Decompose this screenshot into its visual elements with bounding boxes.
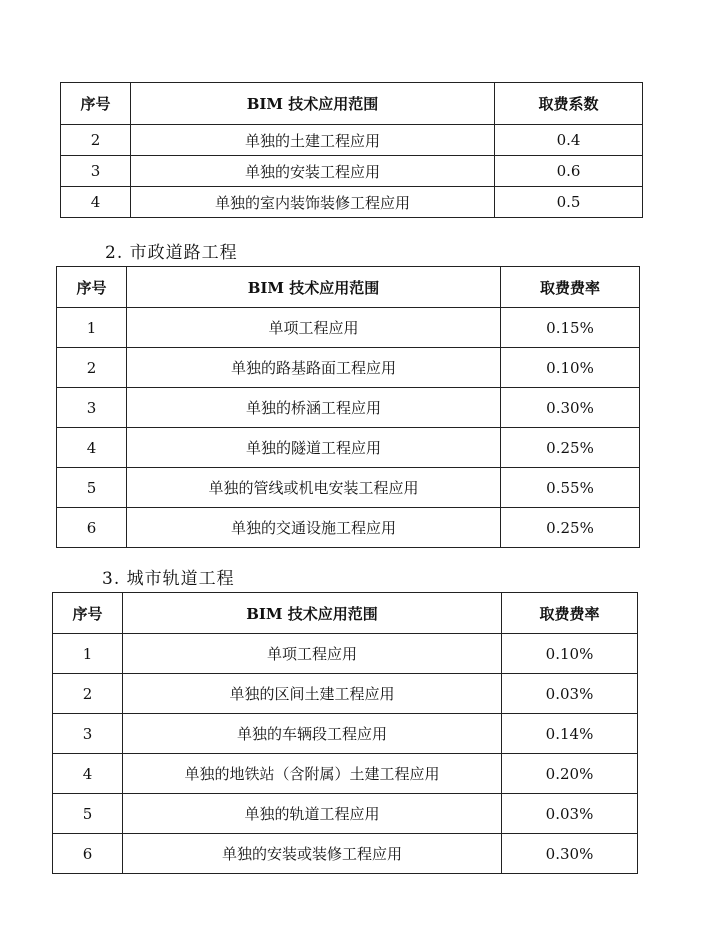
table-row (57, 348, 640, 388)
header-serial: 序号 (57, 267, 127, 308)
cell-value: 0.20% (502, 754, 638, 794)
table-row (61, 125, 643, 156)
table-row (53, 714, 638, 754)
table-header-row (57, 267, 640, 308)
cell-scope: 单独的土建工程应用 (131, 125, 495, 156)
table-row (61, 156, 643, 187)
header-scope: BIM 技术应用范围 (131, 83, 495, 125)
municipal-road-fee-table (56, 266, 640, 548)
cell-value: 0.30% (501, 388, 640, 428)
section-heading-municipal-road: 2. 市政道路工程 (105, 243, 238, 263)
cell-value: 0.25% (501, 428, 640, 468)
cell-value: 0.03% (502, 794, 638, 834)
cell-serial: 1 (53, 634, 123, 674)
cell-serial: 6 (53, 834, 123, 874)
cell-scope: 单独的安装工程应用 (131, 156, 495, 187)
cell-serial: 3 (57, 388, 127, 428)
cell-scope: 单独的桥涵工程应用 (127, 388, 501, 428)
cell-scope: 单独的轨道工程应用 (123, 794, 502, 834)
cell-serial: 5 (57, 468, 127, 508)
cell-value: 0.15% (501, 308, 640, 348)
cell-value: 0.03% (502, 674, 638, 714)
cell-serial: 4 (61, 187, 131, 218)
table-row (53, 634, 638, 674)
table-row (57, 508, 640, 548)
table-row (57, 308, 640, 348)
header-scope: BIM 技术应用范围 (127, 267, 501, 308)
cell-scope: 单独的交通设施工程应用 (127, 508, 501, 548)
header-rate: 取费费率 (501, 267, 640, 308)
table-row (57, 388, 640, 428)
header-serial: 序号 (61, 83, 131, 125)
table-row (57, 468, 640, 508)
cell-scope: 单项工程应用 (123, 634, 502, 674)
cell-serial: 4 (57, 428, 127, 468)
cell-value: 0.6 (495, 156, 643, 187)
cell-value: 0.14% (502, 714, 638, 754)
cell-value: 0.5 (495, 187, 643, 218)
cell-serial: 5 (53, 794, 123, 834)
cell-scope: 单独的隧道工程应用 (127, 428, 501, 468)
cell-value: 0.4 (495, 125, 643, 156)
cell-serial: 3 (61, 156, 131, 187)
cell-scope: 单独的地铁站（含附属）土建工程应用 (123, 754, 502, 794)
table-row (61, 187, 643, 218)
table-row (53, 794, 638, 834)
table-header-row (61, 83, 643, 125)
header-serial: 序号 (53, 593, 123, 634)
cell-scope: 单独的车辆段工程应用 (123, 714, 502, 754)
cell-serial: 4 (53, 754, 123, 794)
cell-serial: 2 (57, 348, 127, 388)
cell-serial: 3 (53, 714, 123, 754)
cell-scope: 单独的管线或机电安装工程应用 (127, 468, 501, 508)
cell-scope: 单独的路基路面工程应用 (127, 348, 501, 388)
cell-scope: 单独的室内装饰装修工程应用 (131, 187, 495, 218)
cell-value: 0.10% (501, 348, 640, 388)
cell-serial: 1 (57, 308, 127, 348)
table-header-row (53, 593, 638, 634)
cell-value: 0.25% (501, 508, 640, 548)
cell-serial: 6 (57, 508, 127, 548)
cell-scope: 单独的安装或装修工程应用 (123, 834, 502, 874)
cell-serial: 2 (53, 674, 123, 714)
table-row (53, 754, 638, 794)
cell-value: 0.10% (502, 634, 638, 674)
header-coefficient: 取费系数 (495, 83, 643, 125)
cell-serial: 2 (61, 125, 131, 156)
cell-value: 0.55% (501, 468, 640, 508)
table-row (57, 428, 640, 468)
urban-rail-fee-table (52, 592, 638, 874)
cell-scope: 单项工程应用 (127, 308, 501, 348)
fee-coefficient-table (60, 82, 643, 218)
cell-value: 0.30% (502, 834, 638, 874)
header-scope: BIM 技术应用范围 (123, 593, 502, 634)
table-row (53, 674, 638, 714)
section-heading-urban-rail: 3. 城市轨道工程 (102, 569, 235, 589)
header-rate: 取费费率 (502, 593, 638, 634)
cell-scope: 单独的区间土建工程应用 (123, 674, 502, 714)
table-row (53, 834, 638, 874)
